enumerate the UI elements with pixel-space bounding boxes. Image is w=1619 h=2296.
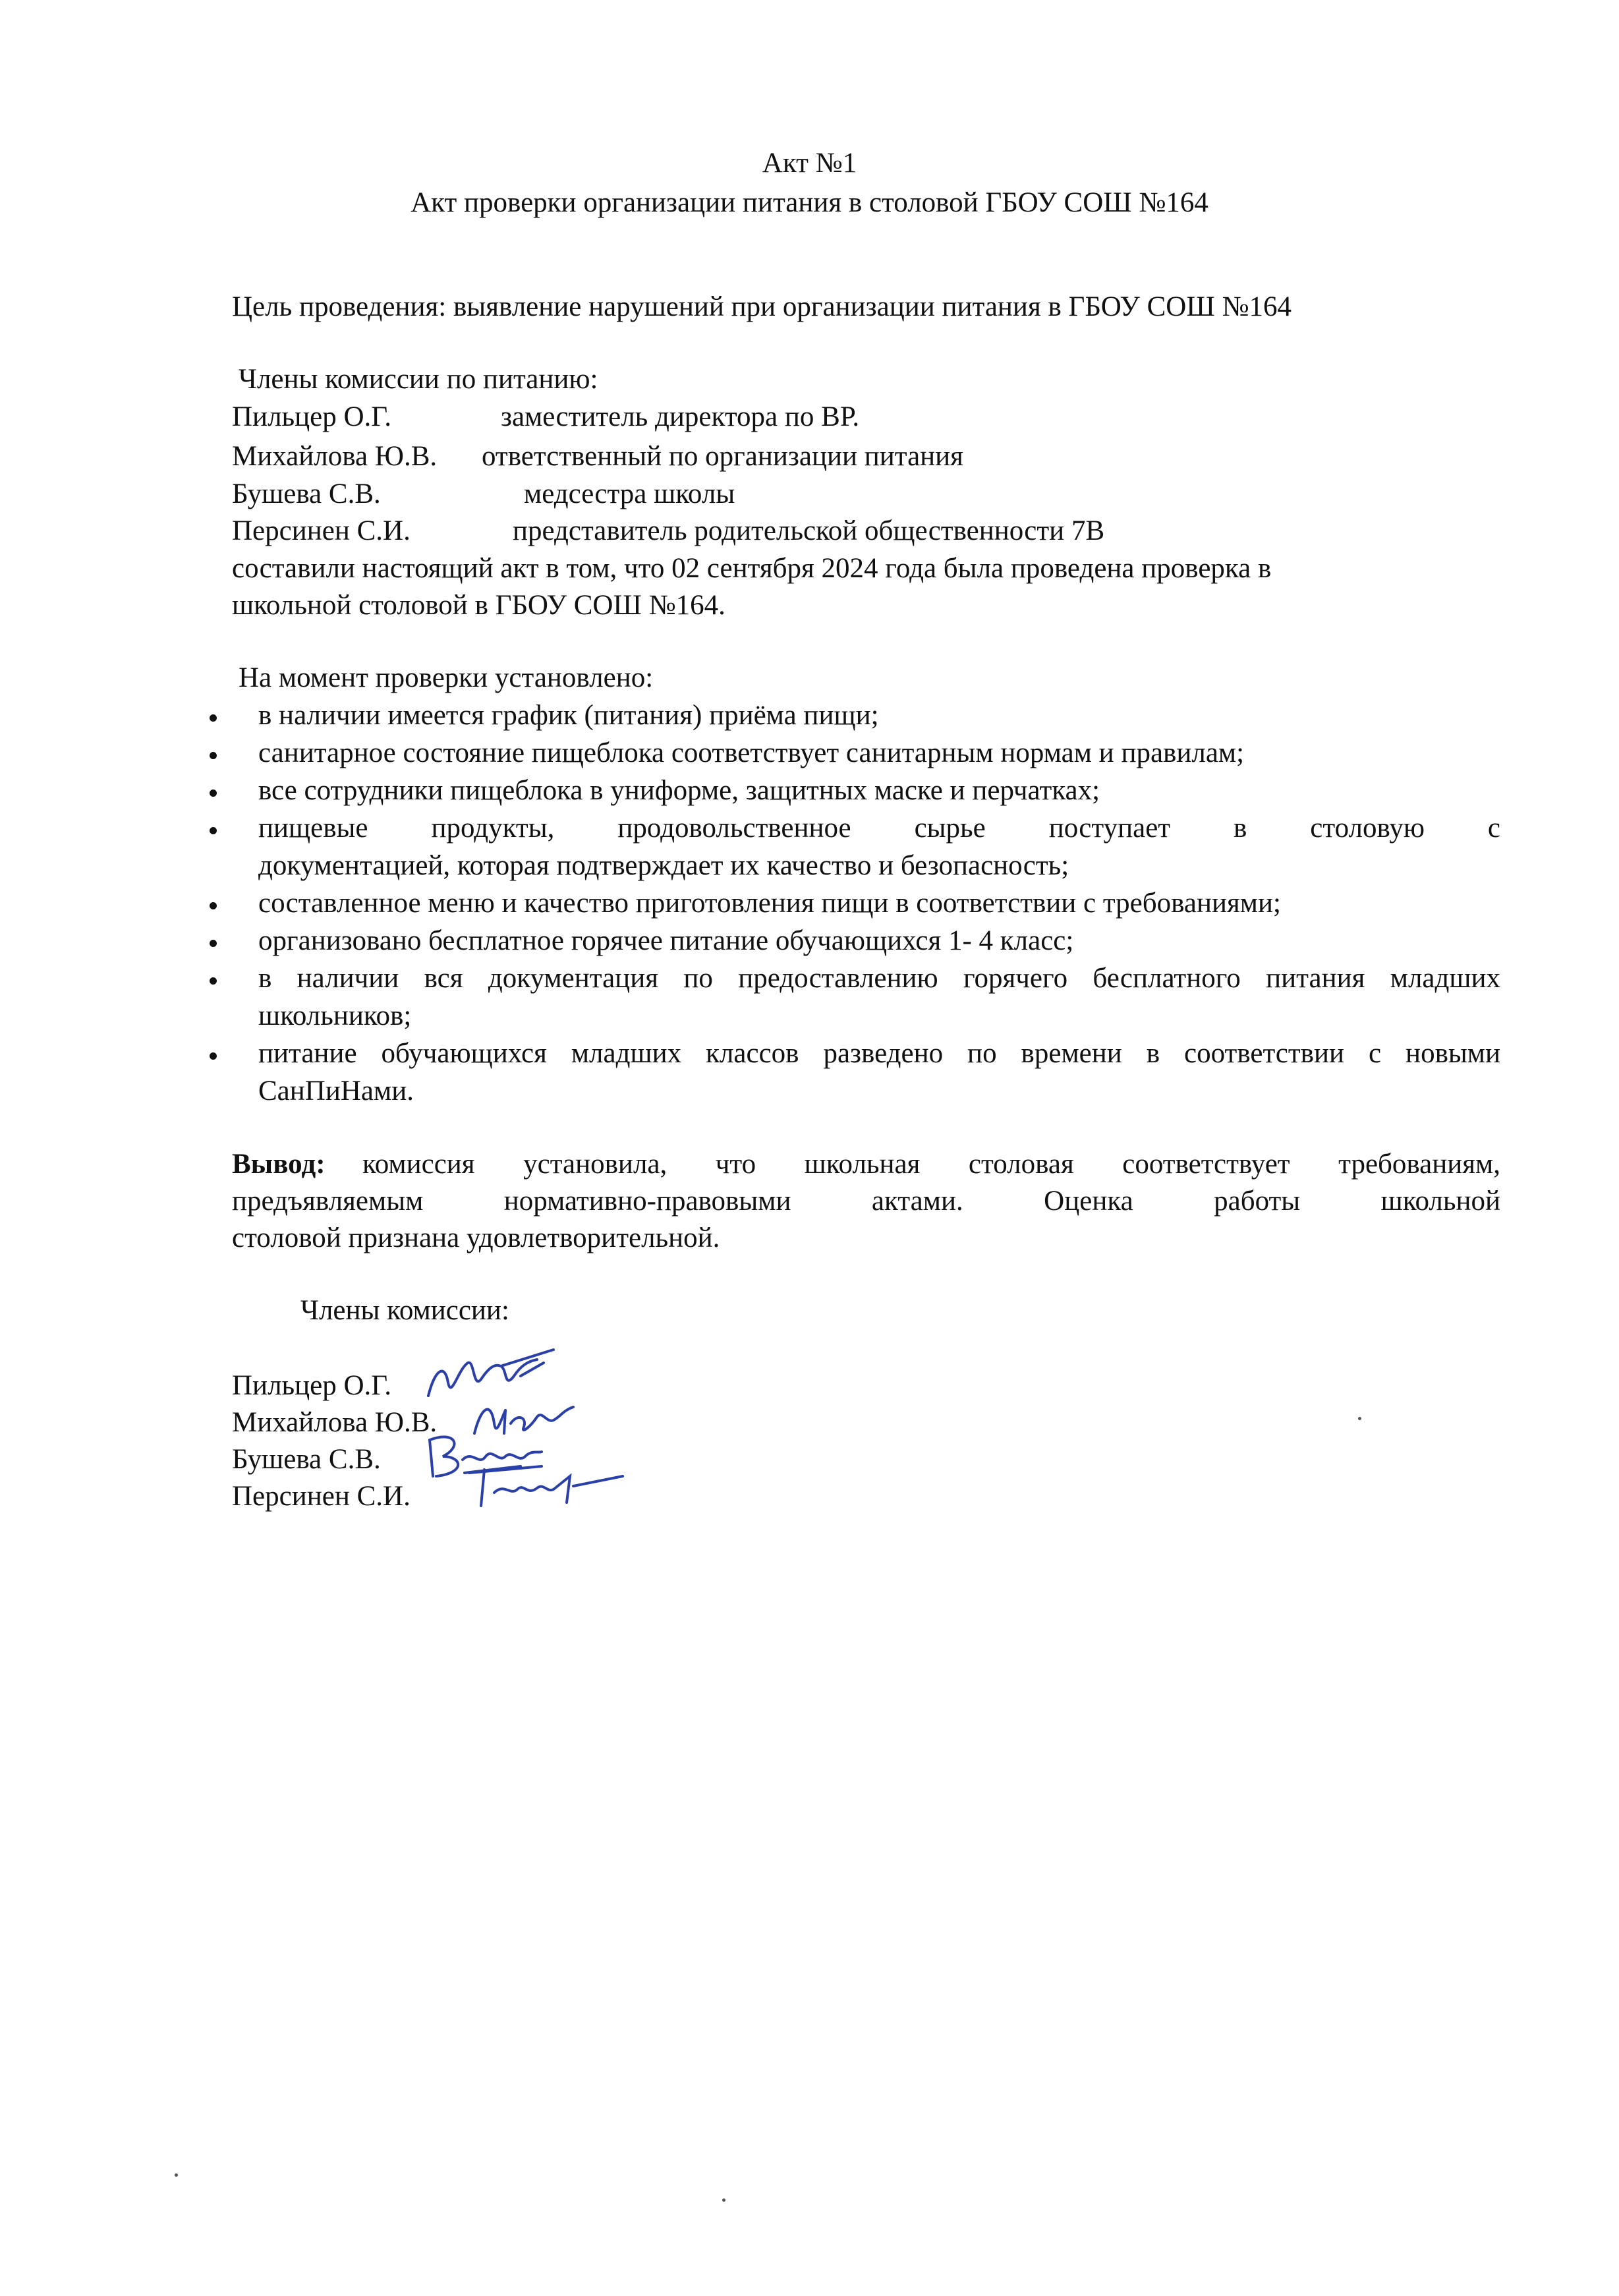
list-item: пищевые продукты, продовольственное сырье поступает в столовую с xyxy=(258,813,1500,844)
statement-line-1: составили настоящий акт в том, что 02 сентября 2024 года была проведена проверка в xyxy=(232,553,1272,584)
list-item-continuation: школьников; xyxy=(258,1000,412,1031)
conclusion-line-2: предъявляемым нормативно-правовыми актами. Оценка работы школьной xyxy=(232,1186,1500,1217)
list-item-continuation: документацией, которая подтверждает их качество и безопасность; xyxy=(258,850,1069,881)
signatory-name: Персинен С.И. xyxy=(232,1481,411,1512)
conclusion-line-1: комиссия установила, что школьная столовая соответствует требованиям, xyxy=(362,1149,1500,1180)
member-role: ответственный по организации питания xyxy=(482,441,963,472)
list-item-continuation: СанПиНами. xyxy=(258,1076,414,1106)
signatory-name: Михайлова Ю.В. xyxy=(232,1407,438,1438)
act-title: Акт проверки организации питания в столовой ГБОУ СОШ №164 xyxy=(411,187,1208,218)
signatory-name: Пильцер О.Г. xyxy=(232,1370,392,1401)
member-role: медсестра школы xyxy=(524,478,735,509)
scan-speck xyxy=(1358,1417,1361,1420)
member-name: Михайлова Ю.В. xyxy=(232,441,438,472)
act-number: Акт №1 xyxy=(762,148,857,179)
handwritten-signature-4 xyxy=(455,1456,626,1516)
bullet-icon xyxy=(210,827,217,834)
list-item: питание обучающихся младших классов разведено по времени в соответствии с новыми xyxy=(258,1038,1500,1069)
scan-speck xyxy=(175,2173,178,2177)
conclusion-label: Вывод: xyxy=(232,1149,326,1180)
statement-line-2: школьной столовой в ГБОУ СОШ №164. xyxy=(232,590,725,621)
member-role: заместитель директора по ВР. xyxy=(501,401,860,432)
signatory-name: Бушева С.В. xyxy=(232,1444,381,1475)
member-name: Персинен С.И. xyxy=(232,515,411,546)
purpose-text: Цель проведения: выявление нарушений при организации питания в ГБОУ СОШ №164 xyxy=(232,291,1292,322)
list-item: организовано бесплатное горячее питание обучающихся 1- 4 класс; xyxy=(258,925,1074,956)
list-item: санитарное состояние пищеблока соответствует санитарным нормам и правилам; xyxy=(258,737,1245,768)
list-item: в наличии имеется график (питания) приёма пищи; xyxy=(258,700,879,731)
bullet-icon xyxy=(210,714,217,722)
list-item: составленное меню и качество приготовления пищи в соответствии с требованиями; xyxy=(258,888,1281,919)
member-name: Бушева С.В. xyxy=(232,478,381,509)
scan-speck xyxy=(722,2198,725,2202)
list-item: в наличии вся документация по предоставлению горячего бесплатного питания младших xyxy=(258,963,1500,994)
commission-heading: Члены комиссии по питанию: xyxy=(239,364,598,395)
member-role: представитель родительской общественности 7В xyxy=(513,515,1105,546)
member-name: Пильцер О.Г. xyxy=(232,401,392,432)
conclusion-line-3: столовой признана удовлетворительной. xyxy=(232,1222,720,1253)
list-item: все сотрудники пищеблока в униформе, защитных маске и перчатках; xyxy=(258,775,1100,806)
findings-heading: На момент проверки установлено: xyxy=(239,662,654,693)
signatures-heading: Члены комиссии: xyxy=(300,1295,509,1326)
bullet-icon xyxy=(210,752,217,759)
bullet-icon xyxy=(210,940,217,947)
bullet-icon xyxy=(210,902,217,909)
bullet-icon xyxy=(210,1052,217,1060)
bullet-icon xyxy=(210,789,217,797)
bullet-icon xyxy=(210,977,217,985)
